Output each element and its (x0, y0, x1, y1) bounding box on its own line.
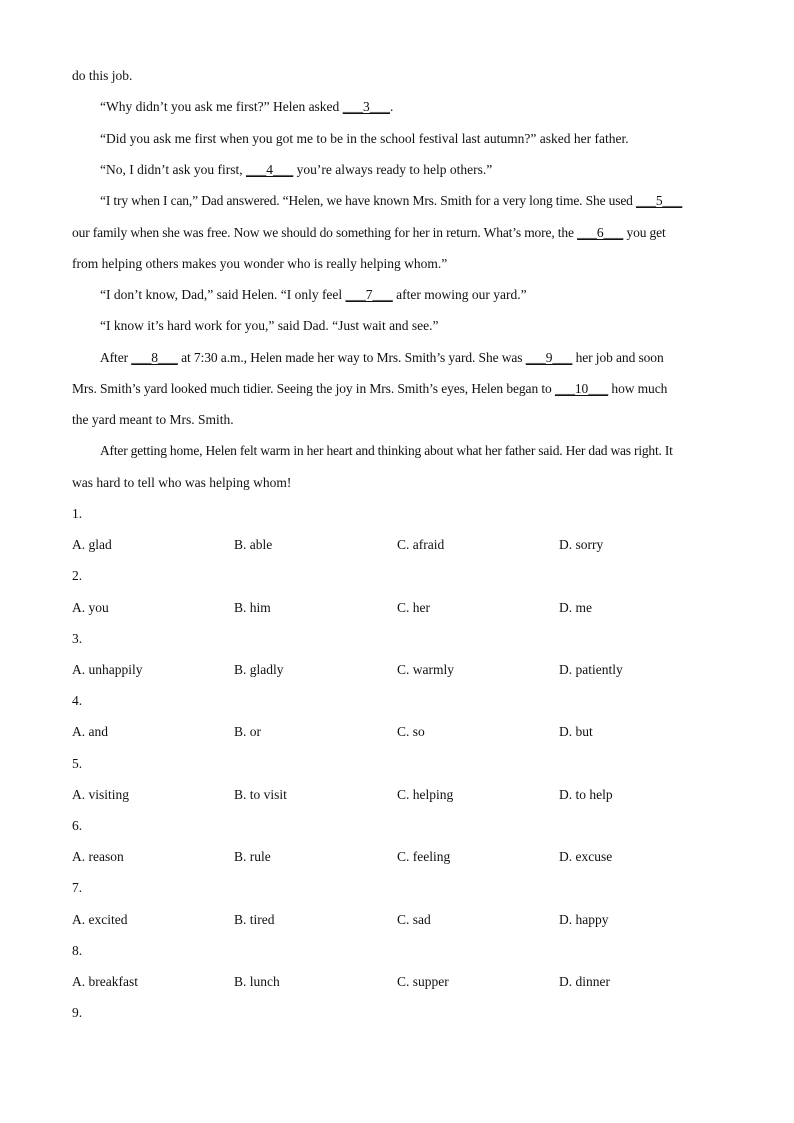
passage-line (100, 318, 439, 334)
passage-text: “I don’t know, Dad,” said Helen. “I only feel (100, 287, 346, 302)
blank-9: ___9___ (525, 350, 573, 365)
blank-10: ___10___ (554, 381, 609, 396)
passage-text: “I know it’s hard work for you,” said Dad. “Just wait and see.” (100, 318, 439, 333)
passage-line (100, 131, 629, 147)
passage-text: at 7:30 a.m., Helen made her way to Mrs. Smith’s yard. She was (177, 350, 526, 365)
option-a[interactable]: A. reason (72, 849, 124, 864)
option-a[interactable]: A. glad (72, 537, 112, 552)
passage-text: was hard to tell who was helping whom! (72, 475, 292, 490)
option-a[interactable]: A. you (72, 600, 109, 615)
passage-text: our family when she was free. Now we should do something for her in return. What’s more, the (72, 225, 578, 240)
passage-line (72, 225, 666, 241)
option-b[interactable]: B. rule (234, 849, 271, 864)
passage-line (100, 350, 664, 366)
blank-3: ___3___ (342, 99, 390, 114)
passage-text: . (389, 99, 394, 114)
passage-line (72, 68, 132, 84)
option-c[interactable]: C. so (397, 724, 425, 739)
question-number: 2. (72, 568, 83, 583)
option-a[interactable]: A. visiting (72, 787, 130, 802)
option-a[interactable]: A. breakfast (72, 974, 138, 989)
option-c[interactable]: C. her (397, 600, 430, 615)
option-b[interactable]: B. lunch (234, 974, 280, 989)
option-b[interactable]: B. gladly (234, 662, 284, 677)
passage-line (100, 162, 492, 178)
question-number: 1. (72, 506, 83, 521)
option-d[interactable]: D. to help (559, 787, 613, 802)
option-d[interactable]: D. but (559, 724, 593, 739)
passage-text: “I try when I can,” Dad answered. “Helen, we have known Mrs. Smith for a very long time. She used (100, 193, 637, 208)
passage-line (100, 193, 682, 209)
passage-text: “Did you ask me first when you got me to be in the school festival last autumn?” asked her father. (100, 131, 629, 146)
option-a[interactable]: A. and (72, 724, 108, 739)
option-c[interactable]: C. helping (397, 787, 454, 802)
question-number: 7. (72, 880, 83, 895)
passage-text: her job and soon (572, 350, 664, 365)
option-d[interactable]: D. me (559, 600, 592, 615)
option-b[interactable]: B. to visit (234, 787, 287, 802)
question-number: 8. (72, 943, 83, 958)
question-number: 4. (72, 693, 83, 708)
passage-text: “No, I didn’t ask you first, (100, 162, 246, 177)
blank-5: ___5___ (636, 193, 683, 208)
passage-line (100, 287, 527, 303)
passage-line (72, 256, 447, 272)
passage-text: After (100, 350, 132, 365)
blank-7: ___7___ (345, 287, 393, 302)
passage-text: Mrs. Smith’s yard looked much tidier. Seeing the joy in Mrs. Smith’s eyes, Helen began to (72, 381, 555, 396)
passage-text: from helping others makes you wonder who is really helping whom.” (72, 256, 448, 271)
passage-text: how much (608, 381, 668, 396)
option-b[interactable]: B. tired (234, 912, 275, 927)
option-c[interactable]: C. supper (397, 974, 449, 989)
passage-line (72, 475, 291, 491)
passage-text: you’re always ready to help others.” (293, 162, 493, 177)
passage-text: “Why didn’t you ask me first?” Helen asked (100, 99, 343, 114)
passage-text: do this job. (72, 68, 133, 83)
option-a[interactable]: A. excited (72, 912, 128, 927)
option-d[interactable]: D. happy (559, 912, 609, 927)
blank-4: ___4___ (245, 162, 294, 177)
question-number: 6. (72, 818, 83, 833)
option-d[interactable]: D. sorry (559, 537, 604, 552)
option-c[interactable]: C. afraid (397, 537, 445, 552)
option-d[interactable]: D. excuse (559, 849, 613, 864)
option-d[interactable]: D. patiently (559, 662, 623, 677)
option-c[interactable]: C. feeling (397, 849, 451, 864)
question-number: 3. (72, 631, 83, 646)
question-number: 9. (72, 1005, 83, 1020)
option-d[interactable]: D. dinner (559, 974, 610, 989)
passage-text: you get (623, 225, 666, 240)
option-b[interactable]: B. able (234, 537, 273, 552)
blank-6: ___6___ (577, 225, 624, 240)
passage-line (72, 381, 667, 397)
passage-text: After getting home, Helen felt warm in her heart and thinking about what her father said. Her dad was right. It (100, 443, 673, 458)
passage-line (100, 443, 673, 459)
blank-8: ___8___ (131, 350, 178, 365)
option-c[interactable]: C. sad (397, 912, 431, 927)
option-c[interactable]: C. warmly (397, 662, 454, 677)
option-b[interactable]: B. him (234, 600, 271, 615)
passage-line (100, 99, 393, 115)
question-number: 5. (72, 756, 83, 771)
option-a[interactable]: A. unhappily (72, 662, 143, 677)
option-b[interactable]: B. or (234, 724, 261, 739)
passage-text: after mowing our yard.” (392, 287, 527, 302)
passage-line (72, 412, 234, 428)
passage-text: the yard meant to Mrs. Smith. (72, 412, 234, 427)
